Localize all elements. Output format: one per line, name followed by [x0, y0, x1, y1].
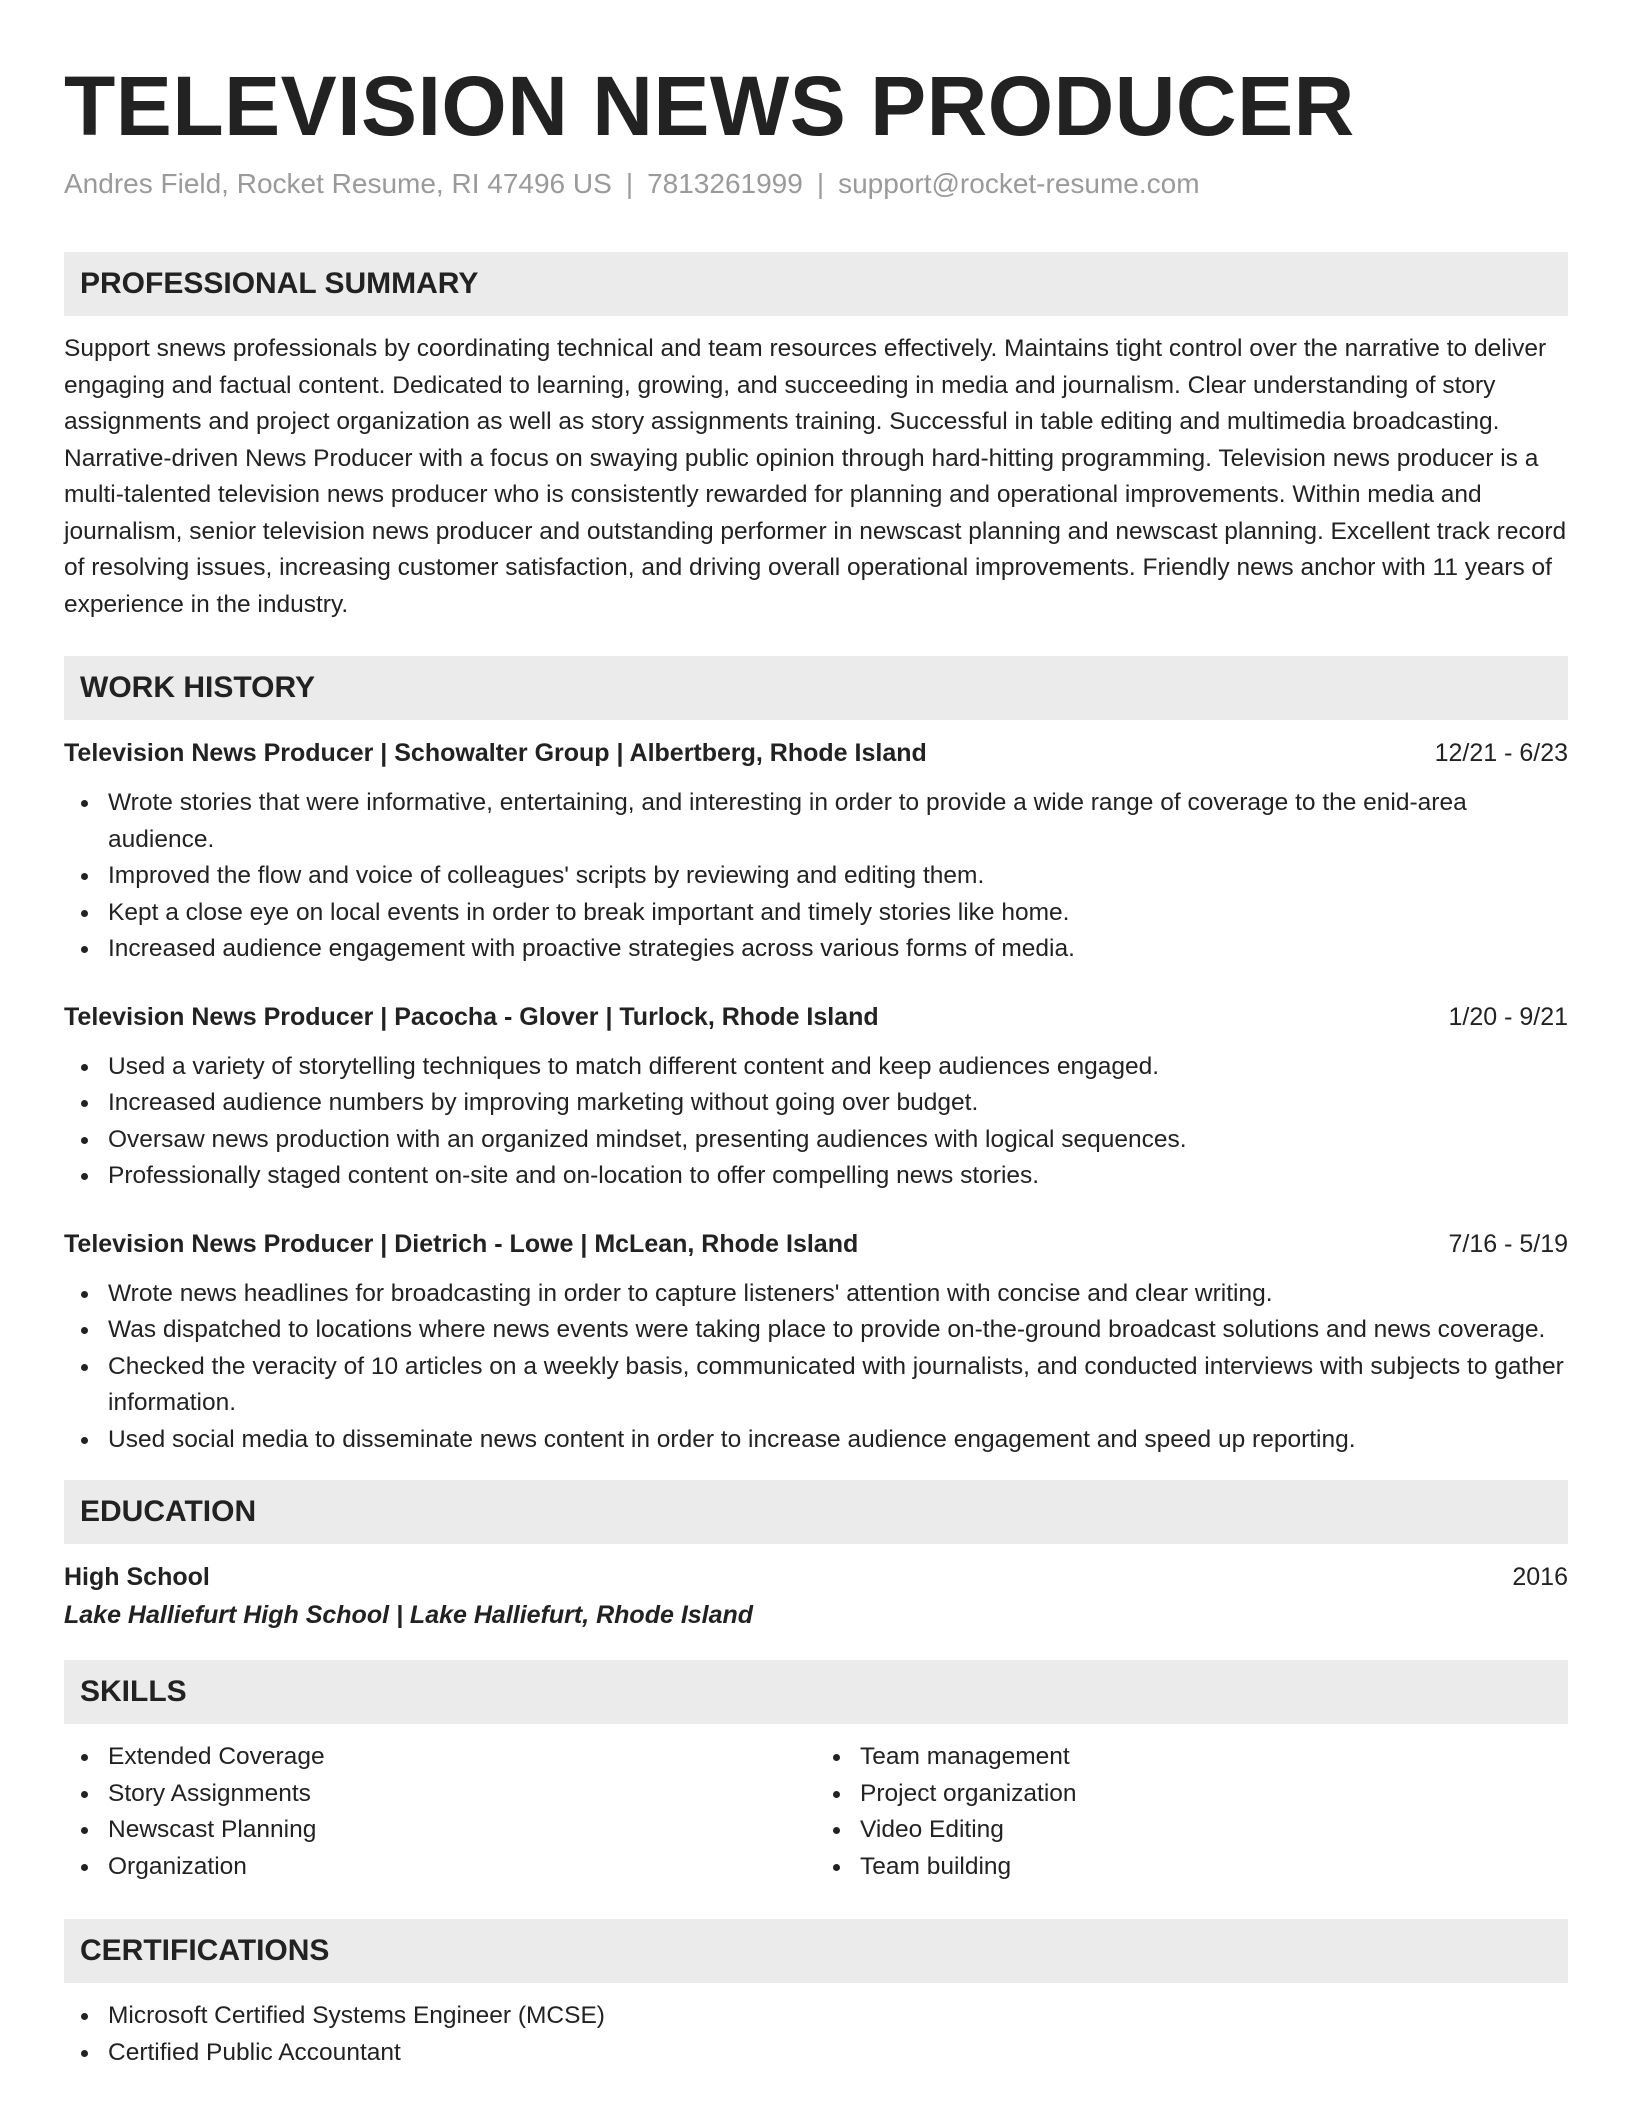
job-bullets	[64, 1049, 1568, 1195]
certification-item: Certified Public Accountant	[108, 2035, 1568, 2072]
job-dates: 7/16 - 5/19	[1448, 1229, 1568, 1258]
education-school: Lake Halliefurt High School | Lake Halliefurt, Rhode Island	[64, 1601, 754, 1629]
job-entry	[64, 1000, 1568, 1195]
job-bullet: Improved the flow and voice of colleagues' scripts by reviewing and editing them.	[108, 858, 1568, 895]
job-dates: 1/20 - 9/21	[1448, 1002, 1568, 1031]
certification-item: Microsoft Certified Systems Engineer (MCSE)	[108, 1998, 1568, 2035]
job-bullet: Used social media to disseminate news content in order to increase audience engagement and speed up reporting.	[108, 1422, 1568, 1459]
section-header-certifications: CERTIFICATIONS	[64, 1919, 1568, 1983]
skill-item: Organization	[108, 1849, 816, 1886]
job-header	[64, 1227, 1568, 1261]
job-bullet: Professionally staged content on-site and on-location to offer compelling news stories.	[108, 1158, 1568, 1195]
skill-item: Newscast Planning	[108, 1812, 816, 1849]
job-dates: 12/21 - 6/23	[1434, 739, 1568, 767]
skills-column-left	[64, 1739, 816, 1885]
job-bullet: Checked the veracity of 10 articles on a weekly basis, communicated with journalists, and conducted interviews with subjects to gather information.	[108, 1349, 1568, 1422]
section-header-education: EDUCATION	[64, 1480, 1568, 1544]
skills-column-right	[816, 1739, 1568, 1885]
contact-email: support@rocket-resume.com	[838, 168, 1200, 199]
job-bullet: Wrote news headlines for broadcasting in order to capture listeners' attention with concise and clear writing.	[108, 1276, 1568, 1313]
job-bullets	[64, 1276, 1568, 1459]
job-entry	[64, 1227, 1568, 1459]
section-header-summary: PROFESSIONAL SUMMARY	[64, 252, 1568, 316]
resume-page	[64, 0, 1568, 2071]
job-bullet: Kept a close eye on local events in order to break important and timely stories like home.	[108, 895, 1568, 932]
skill-item: Extended Coverage	[108, 1739, 816, 1776]
job-bullet: Increased audience engagement with proactive strategies across various forms of media.	[108, 931, 1568, 968]
education-header	[64, 1558, 1568, 1596]
education-degree: High School	[64, 1563, 210, 1591]
education-entry	[64, 1558, 1568, 1634]
contact-address: Andres Field, Rocket Resume, RI 47496 US	[64, 168, 612, 199]
skill-item: Story Assignments	[108, 1776, 816, 1813]
section-header-work-history: WORK HISTORY	[64, 656, 1568, 720]
resume-title: TELEVISION NEWS PRODUCER	[64, 59, 1355, 153]
job-bullet: Used a variety of storytelling techniques to match different content and keep audiences engaged.	[108, 1049, 1568, 1086]
skill-item: Video Editing	[860, 1812, 1568, 1849]
contact-separator: |	[816, 168, 825, 199]
job-title: Television News Producer | Pacocha - Glover | Turlock, Rhode Island	[64, 1002, 879, 1031]
job-bullet: Increased audience numbers by improving marketing without going over budget.	[108, 1085, 1568, 1122]
job-entry	[64, 736, 1568, 968]
summary-text: Support snews professionals by coordinating technical and team resources effectively. Maintains tight control over the narrative to deliver engaging and factual content. Dedicated to learning, growing, and succeeding in media and journalism. Clear understanding of story assignments and project organization as well as story assignments training. Successful in table editing and multimedia broadcasting. Narrative-driven News Producer with a focus on swaying public opinion through hard-hitting programming. Television news producer is a multi-talented television news producer who is consistently rewarded for planning and operational improvements. Within media and journalism, senior television news producer and outstanding performer in newscast planning and newscast planning. Excellent track record of resolving issues, increasing customer satisfaction, and driving overall operational improvements. Friendly news anchor with 11 years of experience in the industry.	[64, 335, 1567, 618]
skill-item: Team building	[860, 1849, 1568, 1886]
section-header-skills: SKILLS	[64, 1660, 1568, 1724]
contact-separator: |	[625, 168, 634, 199]
skill-item: Project organization	[860, 1776, 1568, 1813]
education-year: 2016	[1512, 1563, 1568, 1591]
job-bullet: Was dispatched to locations where news events were taking place to provide on-the-ground broadcast solutions and news coverage.	[108, 1312, 1568, 1349]
job-header	[64, 736, 1568, 770]
job-header	[64, 1000, 1568, 1034]
job-bullet: Wrote stories that were informative, entertaining, and interesting in order to provide a wide range of coverage to the enid-area audience.	[108, 785, 1568, 858]
job-title: Television News Producer | Dietrich - Lowe | McLean, Rhode Island	[64, 1229, 859, 1258]
job-title: Television News Producer | Schowalter Group | Albertberg, Rhode Island	[64, 739, 927, 767]
job-bullets	[64, 785, 1568, 968]
job-bullet: Oversaw news production with an organized mindset, presenting audiences with logical sequences.	[108, 1122, 1568, 1159]
skills-grid	[64, 1739, 1568, 1885]
certifications-list	[64, 1998, 1568, 2071]
contact-phone: 7813261999	[647, 168, 803, 199]
contact-line	[64, 166, 1568, 202]
skill-item: Team management	[860, 1739, 1568, 1776]
